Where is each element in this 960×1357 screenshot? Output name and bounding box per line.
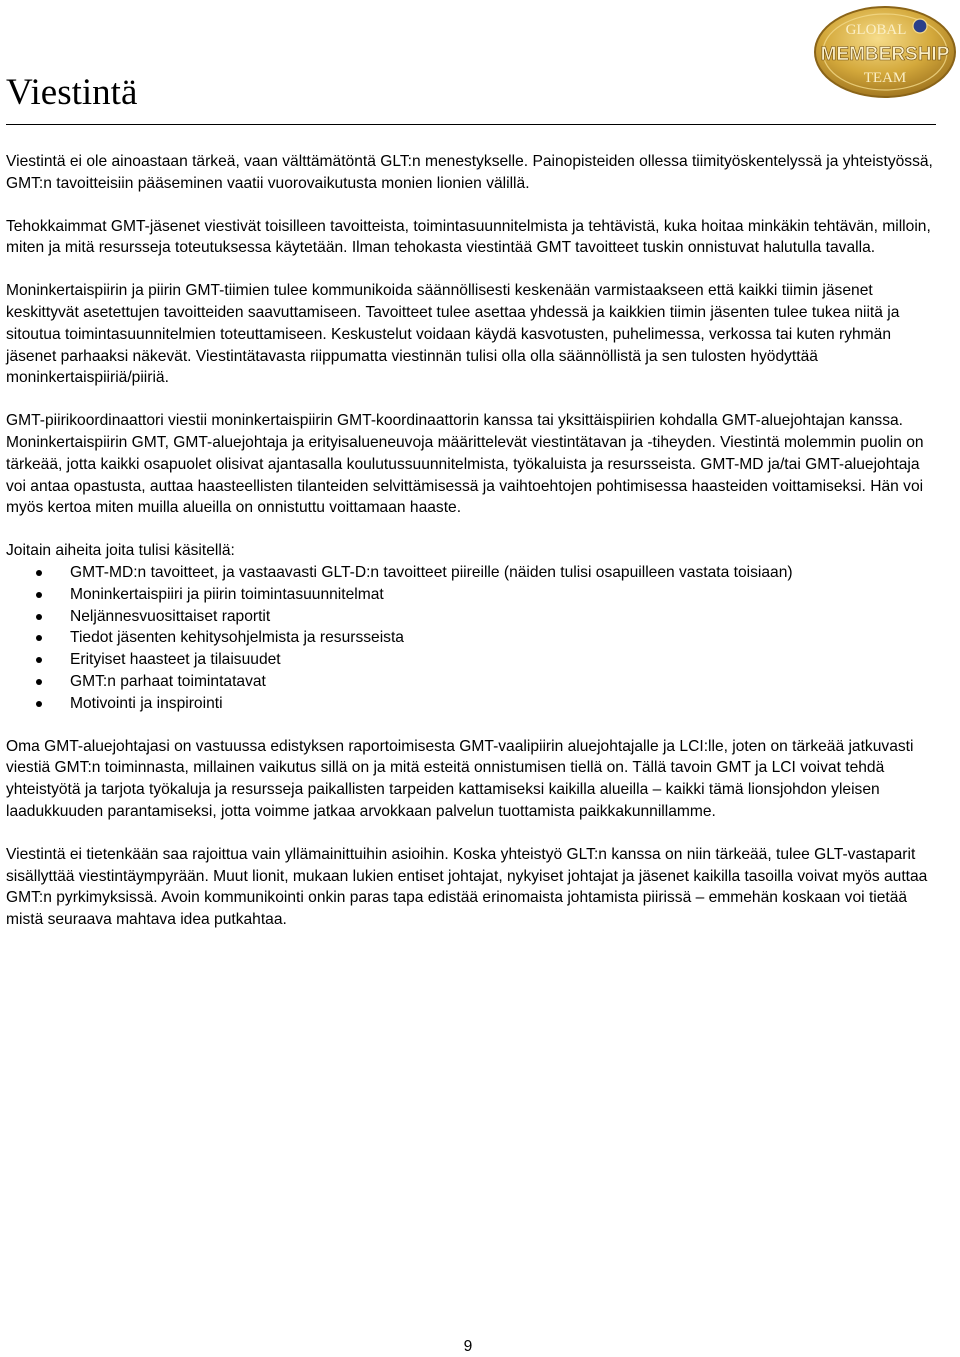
paragraph-coordinator: GMT-piirikoordinaattori viestii moninkertaispiirin GMT-koordinaattorin kanssa tai yksittäispiirien kohdalla GMT-aluejohtajan kanssa. Moninkertaispiirin GMT, GMT-aluejohtaja ja erityisalueneuvoja määrittelevät viestintätavan ja -tiheyden. Viestintä molemmin puolin on tärkeää, jotta kaikki osapuolet olisivat ajantasalla koulutussuunnitelmista, työkaluista ja resursseista. GMT-MD ja/tai GMT-aluejohtaja voi antaa opastusta, auttaa haasteellisten tilanteiden selvittämisessä ja vaihtoehtojen pohtimisessa haasteiden voittamiseksi. Hän voi myös kertoa miten muilla alueilla on onnistuttu voittamaan haaste.	[6, 412, 924, 517]
logo-text-team: TEAM	[863, 70, 907, 86]
list-item-text: Tiedot jäsenten kehitysohjelmista ja resursseista	[70, 629, 404, 647]
list-item-text: GMT-MD:n tavoitteet, ja vastaavasti GLT-D:n tavoitteet piireille (näiden tulisi osapuilleen vastata toisiaan)	[70, 563, 793, 581]
list-item	[6, 671, 936, 693]
bullet-icon	[36, 592, 42, 598]
list-item-text: GMT:n parhaat toimintatavat	[70, 672, 266, 690]
list-item-text: Motivointi ja inspirointi	[70, 694, 223, 712]
logo-text-global: GLOBAL	[845, 22, 907, 38]
list-item	[6, 693, 936, 715]
list-item	[6, 649, 936, 671]
topics-intro: Joitain aiheita joita tulisi käsitellä:	[6, 542, 235, 560]
paragraph-closing: Viestintä ei tietenkään saa rajoittua vain yllämainittuihin asioihin. Koska yhteistyö GLT:n kanssa on niin tärkeää, tulee GLT-vastaparit sisällyttää viestintäympyrään. Muut lionit, mukaan lukien entiset johtajat, nykyiset johtajat ja jäsenet kaikilla tasoilla voivat myös auttaa GMT:n pyrkimyksissä. Avoin kommunikointi onkin paras tapa edistää erinomaista johtamista piirissä – emmehän koskaan voi tietää mistä seuraava mahtava idea putkahtaa.	[6, 845, 928, 929]
list-item	[6, 627, 936, 649]
bullet-icon	[36, 679, 42, 685]
paragraph-team-communication: Moninkertaispiirin ja piirin GMT-tiimien tulee kommunikoida säännöllisesti keskenään varmistaakseen että kaikki tiimin jäsenet keskittyvät asetettujen tavoitteiden saavuttamiseen. Tavoitteet tulee asettaa yhdessä ja kaikkien tiimin jäsenten tulee tukea niitä ja sitoutua toimintasuunnitelmien toteuttamiseen. Keskustelut voidaan käydä kasvotusten, puhelimessa, verkossa tai kuten ryhmän jäsenet parhaaksi näkevät. Viestintätavasta riippumatta viestinnän tulisi olla olla säännöllistä ja sen tulosten hyödyttää moninkertaispiiriä/piiriä.	[6, 282, 900, 387]
global-membership-team-logo	[812, 4, 958, 100]
paragraph-intro: Viestintä ei ole ainoastaan tärkeä, vaan välttämätöntä GLT:n menestykselle. Painopisteiden ollessa tiimityöskentelyssä ja yhteistyössä, GMT:n tavoitteisiin pääseminen vaatii vuorovaikutusta monien lionien välillä.	[6, 153, 933, 192]
logo-text-membership: MEMBERSHIP	[820, 44, 950, 65]
page-title: Viestintä	[6, 72, 138, 113]
list-item	[6, 606, 936, 628]
bullet-icon	[36, 657, 42, 663]
page-number: 9	[463, 1338, 473, 1355]
paragraph-effective-members: Tehokkaimmat GMT-jäsenet viestivät toisilleen tavoitteista, toimintasuunnitelmista ja tehtävistä, kuka hoitaa minkäkin tehtävän, milloin, miten ja mitä resursseja toteutuksessa käytetään. Ilman tehokasta viestintää GMT tavoitteet tuskin onnistuvat halutulla tavalla.	[6, 217, 931, 257]
topics-list	[6, 562, 936, 715]
document-body	[6, 151, 936, 952]
list-item-text: Erityiset haasteet ja tilaisuudet	[70, 651, 281, 669]
paragraph-reporting: Oma GMT-aluejohtajasi on vastuussa edistyksen raportoimisesta GMT-vaalipiirin aluejohtajalle ja LCI:lle, joten on tärkeää jatkuvasti viestiä GMT:n toiminnasta, millainen vaikutus sillä on ja mitä esteitä onnistumisen tiellä on. Tällä tavoin GMT ja LCI voivat tehdä yhteistyötä ja tarjota työkaluja ja resursseja paikallisten tarpeiden kattamiseksi kaikilla alueilla – kaikki tämä lionsjohdon yleisen laadukkuuden parantamiseksi, jotta voimme jatkaa arvokkaan palvelun tuottamista paikkakunnillamme.	[6, 737, 914, 820]
bullet-icon	[36, 614, 42, 620]
list-item	[6, 584, 936, 606]
list-item-text: Neljännesvuosittaiset raportit	[70, 607, 271, 625]
bullet-icon	[36, 701, 42, 707]
list-item	[6, 562, 936, 584]
bullet-icon	[36, 570, 42, 576]
list-item-text: Moninkertaispiiri ja piirin toimintasuunnitelmat	[70, 585, 384, 603]
bullet-icon	[36, 635, 42, 641]
title-underline	[6, 124, 936, 125]
